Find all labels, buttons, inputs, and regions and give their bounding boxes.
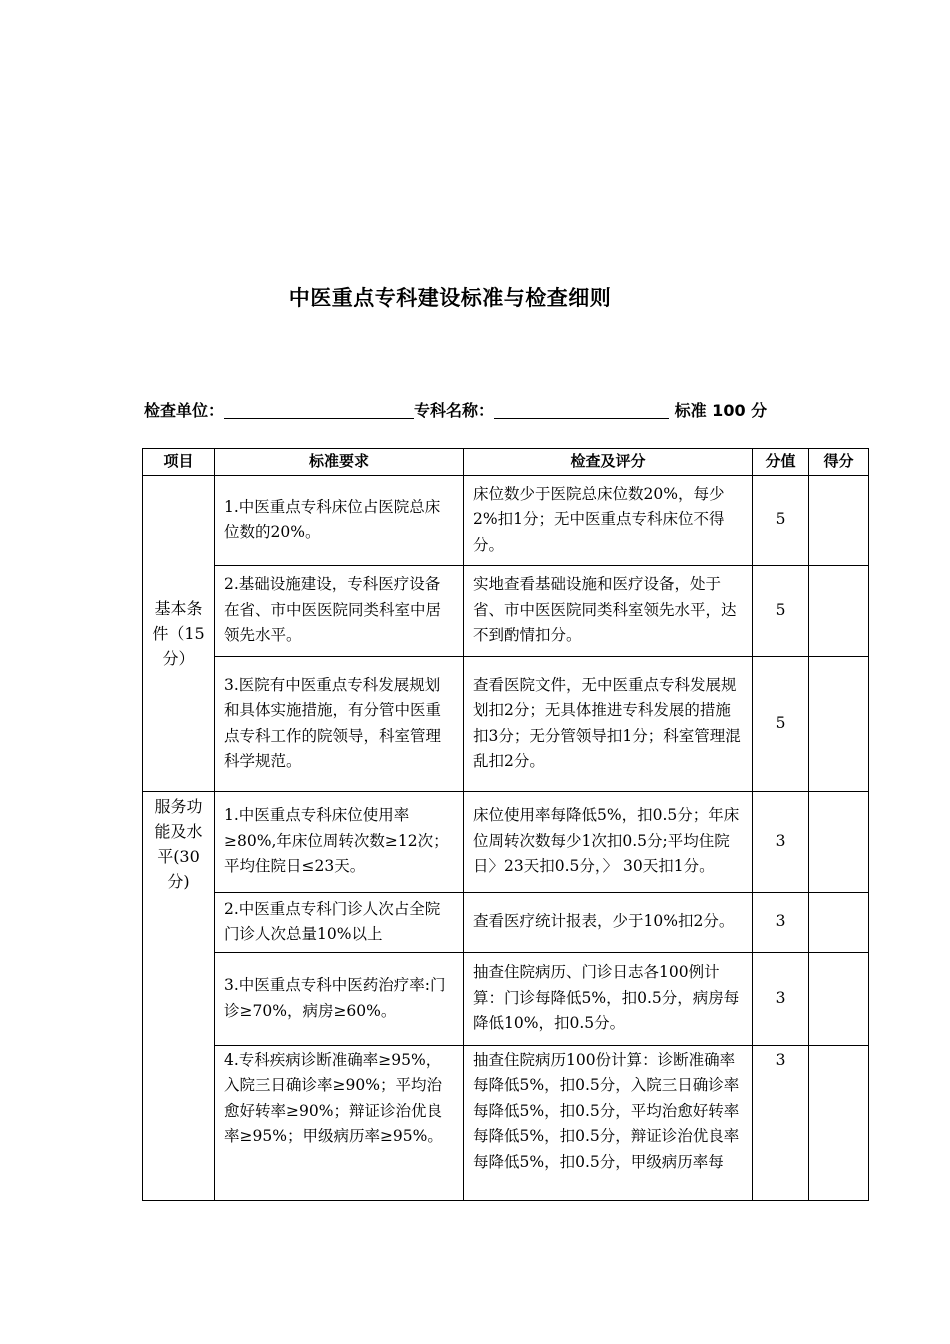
standard-total-label: 标准 100 分 (674, 401, 768, 420)
evaluation-cell: 查看医疗统计报表，少于10%扣2分。 (464, 892, 753, 952)
requirement-cell: 1.中医重点专科床位占医院总床位数的20%。 (215, 475, 464, 565)
points-cell: 3 (753, 791, 809, 892)
evaluation-cell: 实地查看基础设施和医疗设备，处于省、市中医医院同类科室领先水平，达不到酌情扣分。 (464, 565, 753, 656)
table-header-row (143, 449, 869, 476)
evaluation-text: 抽查住院病历100份计算：诊断准确率每降低5%，扣0.5分，入院三日确诊率每降低5%，扣0.5分，平均治愈好转率每降低5%，扣0.5分，辩证诊治优良率每降低5%，扣0.5分，甲级病历率每 (473, 1050, 740, 1171)
table-row (143, 952, 869, 1045)
table-row (143, 791, 869, 892)
evaluation-cell: 抽查住院病历、门诊日志各100例计算：门诊每降低5%，扣0.5分，病房每降低10%，扣0.5分。 (464, 952, 753, 1045)
points-cell: 3 (753, 892, 809, 952)
inspection-table (142, 448, 869, 1201)
requirement-cell: 2.基础设施建设，专科医疗设备在省、市中医医院同类科室中居领先水平。 (215, 565, 464, 656)
header-item: 项目 (143, 449, 215, 476)
requirement-cell: 3.医院有中医重点专科发展规划和具体实施措施，有分管中医重点专科工作的院领导，科室管理科学规范。 (215, 656, 464, 791)
requirement-text: 4.专科疾病诊断准确率≥95%，入院三日确诊率≥90%；平均治愈好转率≥90%；辩证诊治优良率≥95%；甲级病历率≥95%。 (224, 1050, 443, 1145)
score-cell[interactable] (809, 892, 869, 952)
evaluation-cell: 床位数少于医院总床位数20%，每少2%扣1分；无中医重点专科床位不得分。 (464, 475, 753, 565)
table-row (143, 565, 869, 656)
requirement-cell: 1.中医重点专科床位使用率≥80%,年床位周转次数≥12次；平均住院日≤23天。 (215, 791, 464, 892)
evaluation-cell: 床位使用率每降低5%，扣0.5分；年床位周转次数每少1次扣0.5分;平均住院日〉23天扣0.5分，〉 30天扣1分。 (464, 791, 753, 892)
table-row (143, 656, 869, 791)
header-score: 得分 (809, 449, 869, 476)
requirement-cell (215, 1045, 464, 1200)
score-cell[interactable] (809, 656, 869, 791)
score-cell[interactable] (809, 1045, 869, 1200)
inspection-unit-label: 检查单位： (144, 401, 225, 420)
specialty-name-blank[interactable] (494, 400, 669, 419)
points-cell: 5 (753, 565, 809, 656)
header-points: 分值 (753, 449, 809, 476)
score-cell[interactable] (809, 475, 869, 565)
category-cell-basic: 基本条件（15分） (143, 475, 215, 791)
score-cell[interactable] (809, 952, 869, 1045)
inspection-meta-line (144, 398, 864, 421)
header-requirement: 标准要求 (215, 449, 464, 476)
category-cell-service: 服务功能及水平(30分) (143, 791, 215, 1200)
points-cell: 3 (753, 1045, 809, 1200)
evaluation-cell: 查看医院文件，无中医重点专科发展规划扣2分；无具体推进专科发展的措施扣3分；无分管领导扣1分；科室管理混乱扣2分。 (464, 656, 753, 791)
points-cell: 3 (753, 952, 809, 1045)
header-evaluation: 检查及评分 (464, 449, 753, 476)
requirement-cell: 2.中医重点专科门诊人次占全院门诊人次总量10%以上 (215, 892, 464, 952)
table-row (143, 892, 869, 952)
score-cell[interactable] (809, 791, 869, 892)
requirement-cell: 3.中医重点专科中医药治疗率:门诊≥70%，病房≥60%。 (215, 952, 464, 1045)
table-row (143, 475, 869, 565)
specialty-name-label: 专科名称： (414, 401, 495, 420)
score-cell[interactable] (809, 565, 869, 656)
points-cell: 5 (753, 656, 809, 791)
table-row (143, 1045, 869, 1200)
points-cell: 5 (753, 475, 809, 565)
evaluation-cell (464, 1045, 753, 1200)
inspection-unit-blank[interactable] (224, 400, 414, 419)
document-title: 中医重点专科建设标准与检查细则 (288, 286, 612, 310)
